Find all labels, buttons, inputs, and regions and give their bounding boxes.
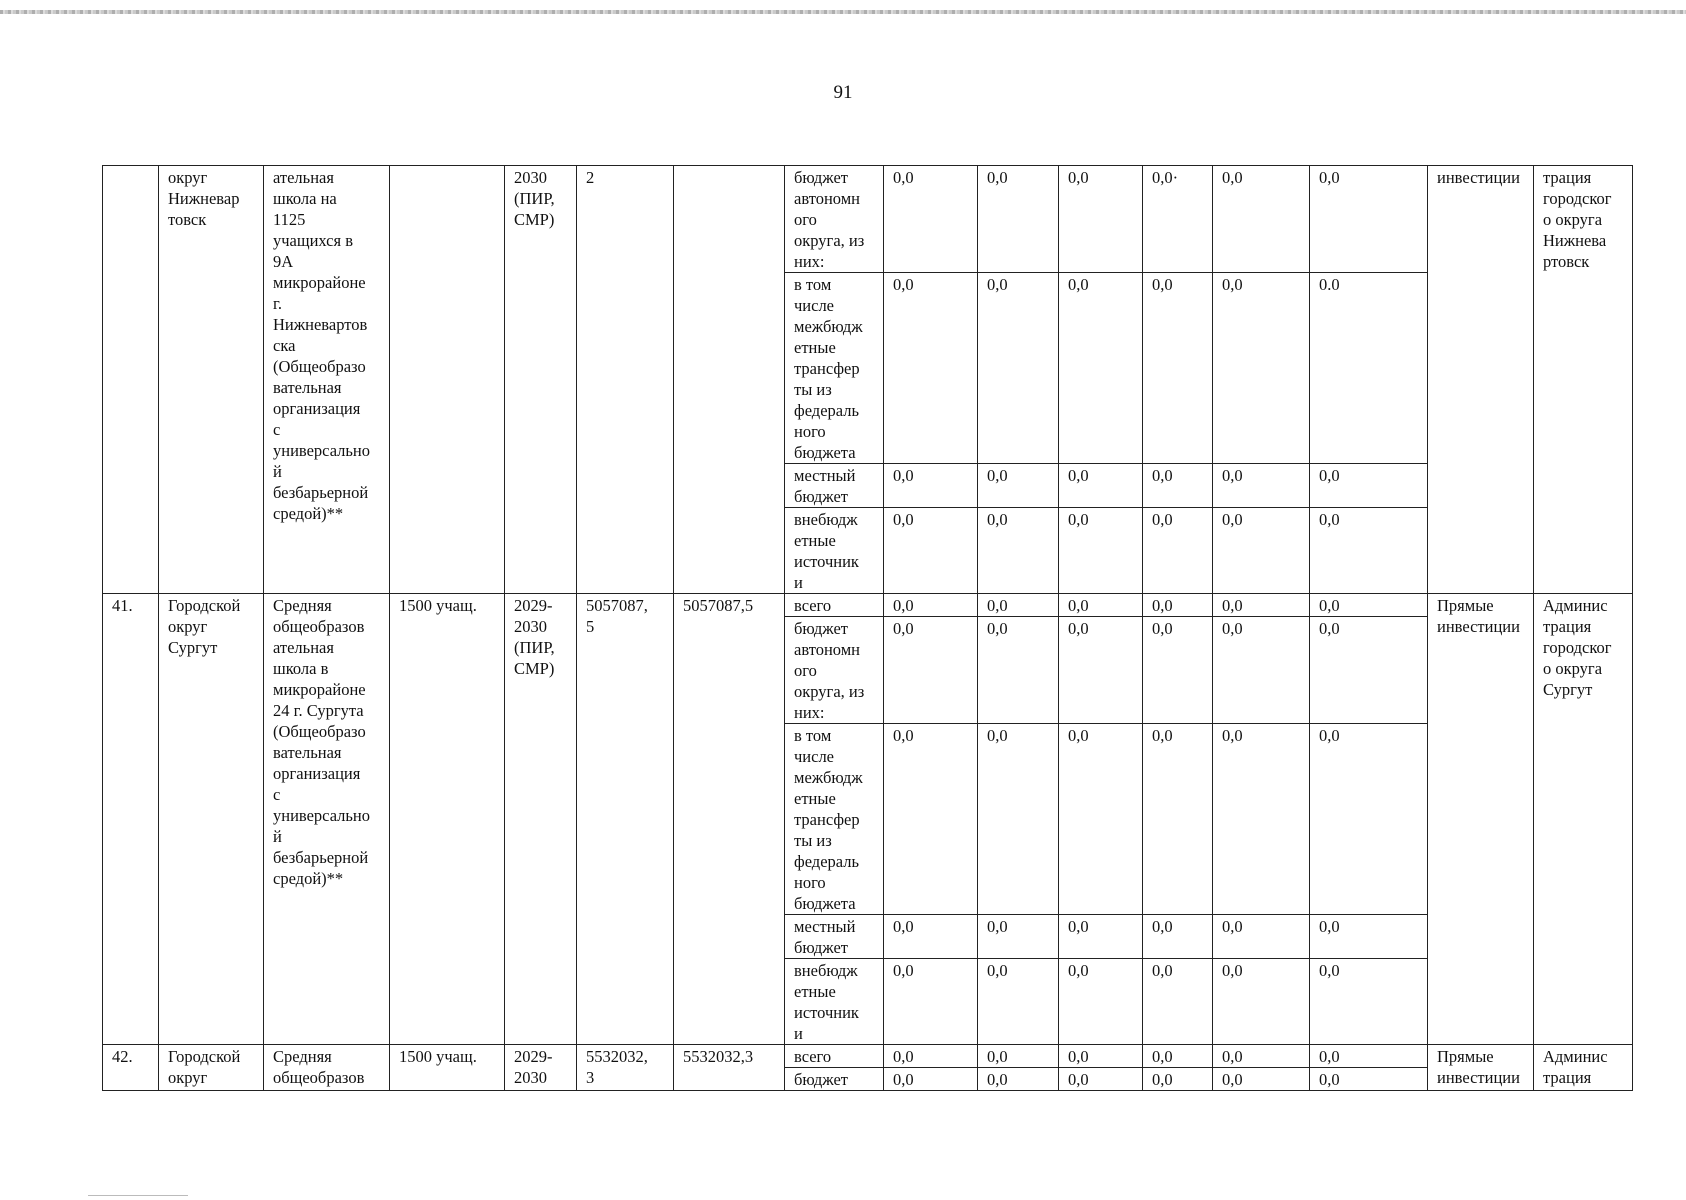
funding-source-cell: внебюдж етные источник и	[785, 959, 884, 1045]
funding-source-cell: местный бюджет	[785, 915, 884, 959]
funding-source-cell: бюджет автономн ого округа, из них:	[785, 166, 884, 273]
investment-type-cell: инвестиции	[1428, 166, 1534, 594]
executor-cell: Админис трация	[1534, 1045, 1633, 1091]
object-name-cell: Средняя общеобразов ательная школа в микрорайоне 24 г. Сургута (Общеобразо вательная организация с универсально й безбарьерной средой)**	[264, 594, 390, 1045]
capacity-cell	[390, 166, 505, 594]
value-cell: 0,0	[978, 594, 1059, 617]
value-cell: 0,0	[1213, 273, 1310, 464]
scan-top-edge	[0, 10, 1686, 14]
value-cell: 0,0	[978, 959, 1059, 1045]
funding-source-cell: всего	[785, 594, 884, 617]
cost-cell: 5532032, 3	[577, 1045, 674, 1091]
value-cell: 0,0	[884, 166, 978, 273]
value-cell: 0,0·	[1143, 166, 1213, 273]
value-cell: 0,0	[1143, 959, 1213, 1045]
value-cell: 0,0	[1143, 508, 1213, 594]
value-cell: 0,0	[884, 959, 978, 1045]
scan-bottom-mark	[88, 1195, 188, 1196]
municipality-cell: Городской округ Сургут	[159, 594, 264, 1045]
value-cell: 0,0	[1143, 273, 1213, 464]
value-cell: 0,0	[1059, 959, 1143, 1045]
funding-source-cell: местный бюджет	[785, 464, 884, 508]
value-cell: 0,0	[1213, 1045, 1310, 1068]
value-cell: 0,0	[1059, 915, 1143, 959]
remaining-cost-cell: 5532032,3	[674, 1045, 785, 1091]
investment-table	[102, 165, 1633, 1091]
row-number-cell: 42.	[103, 1045, 159, 1091]
value-cell: 0,0	[1213, 1068, 1310, 1091]
funding-source-cell: внебюдж етные источник и	[785, 508, 884, 594]
value-cell: 0,0	[1213, 724, 1310, 915]
value-cell: 0,0	[1143, 1045, 1213, 1068]
value-cell: 0,0	[884, 508, 978, 594]
value-cell: 0,0	[1059, 508, 1143, 594]
funding-source-cell: в том числе межбюдж етные трансфер ты из федераль ного бюджета	[785, 273, 884, 464]
value-cell: 0,0	[1059, 166, 1143, 273]
remaining-cost-cell: 5057087,5	[674, 594, 785, 1045]
page-number: 91	[833, 82, 853, 103]
row-number-cell: 41.	[103, 594, 159, 1045]
investment-type-cell: Прямые инвестиции	[1428, 594, 1534, 1045]
value-cell: 0,0	[884, 1068, 978, 1091]
capacity-cell: 1500 учащ.	[390, 1045, 505, 1091]
value-cell: 0,0	[1059, 273, 1143, 464]
value-cell: 0,0	[884, 617, 978, 724]
value-cell: 0,0	[884, 915, 978, 959]
value-cell: 0,0	[1143, 617, 1213, 724]
value-cell: 0,0	[978, 464, 1059, 508]
municipality-cell: Городской округ	[159, 1045, 264, 1091]
value-cell: 0,0	[884, 1045, 978, 1068]
value-cell: 0,0	[1310, 617, 1428, 724]
value-cell: 0,0	[1059, 724, 1143, 915]
period-cell: 2029- 2030 (ПИР, СМР)	[505, 594, 577, 1045]
value-cell: 0,0	[1213, 617, 1310, 724]
value-cell: 0,0	[1310, 594, 1428, 617]
value-cell: 0,0	[1213, 915, 1310, 959]
value-cell: 0,0	[1310, 724, 1428, 915]
value-cell: 0,0	[978, 1045, 1059, 1068]
table-row	[103, 594, 1633, 617]
value-cell: 0,0	[1143, 594, 1213, 617]
value-cell: 0,0	[1213, 508, 1310, 594]
value-cell: 0,0	[1310, 166, 1428, 273]
investment-type-cell: Прямые инвестиции	[1428, 1045, 1534, 1091]
value-cell: 0,0	[1059, 594, 1143, 617]
row-number-cell	[103, 166, 159, 594]
table-row	[103, 1045, 1633, 1068]
value-cell: 0,0	[884, 273, 978, 464]
value-cell: 0,0	[1213, 464, 1310, 508]
object-name-cell: Средняя общеобразов	[264, 1045, 390, 1091]
object-name-cell: ательная школа на 1125 учащихся в 9А микрорайоне г. Нижневартов ска (Общеобразо вательная организация с универсально й безбарьерной средой)**	[264, 166, 390, 594]
value-cell: 0,0	[884, 724, 978, 915]
funding-source-cell: в том числе межбюдж етные трансфер ты из федераль ного бюджета	[785, 724, 884, 915]
capacity-cell: 1500 учащ.	[390, 594, 505, 1045]
value-cell: 0,0	[1310, 915, 1428, 959]
value-cell: 0,0	[978, 166, 1059, 273]
value-cell: 0,0	[884, 594, 978, 617]
value-cell: 0,0	[978, 273, 1059, 464]
value-cell: 0,0	[1213, 594, 1310, 617]
funding-source-cell: бюджет автономн ого округа, из них:	[785, 617, 884, 724]
value-cell: 0,0	[978, 508, 1059, 594]
value-cell: 0,0	[1310, 508, 1428, 594]
value-cell: 0,0	[1310, 464, 1428, 508]
municipality-cell: округ Нижневар товск	[159, 166, 264, 594]
value-cell: 0,0	[1059, 1068, 1143, 1091]
value-cell: 0,0	[978, 915, 1059, 959]
value-cell: 0,0	[1143, 724, 1213, 915]
value-cell: 0,0	[1143, 915, 1213, 959]
value-cell: 0,0	[1213, 166, 1310, 273]
cost-cell: 2	[577, 166, 674, 594]
executor-cell: Админис трация городског о округа Сургут	[1534, 594, 1633, 1045]
value-cell: 0,0	[1059, 1045, 1143, 1068]
value-cell: 0,0	[1059, 464, 1143, 508]
value-cell: 0,0	[978, 1068, 1059, 1091]
value-cell: 0,0	[1310, 1045, 1428, 1068]
cost-cell: 5057087, 5	[577, 594, 674, 1045]
value-cell: 0,0	[978, 617, 1059, 724]
executor-cell: трация городског о округа Нижнева ртовск	[1534, 166, 1633, 594]
funding-source-cell: бюджет	[785, 1068, 884, 1091]
value-cell: 0,0	[1310, 1068, 1428, 1091]
remaining-cost-cell	[674, 166, 785, 594]
funding-source-cell: всего	[785, 1045, 884, 1068]
value-cell: 0,0	[1143, 464, 1213, 508]
value-cell: 0,0	[1310, 959, 1428, 1045]
period-cell: 2029- 2030	[505, 1045, 577, 1091]
period-cell: 2030 (ПИР, СМР)	[505, 166, 577, 594]
value-cell: 0,0	[1059, 617, 1143, 724]
value-cell: 0,0	[884, 464, 978, 508]
value-cell: 0.0	[1310, 273, 1428, 464]
table-row	[103, 166, 1633, 273]
value-cell: 0,0	[1143, 1068, 1213, 1091]
value-cell: 0,0	[978, 724, 1059, 915]
value-cell: 0,0	[1213, 959, 1310, 1045]
